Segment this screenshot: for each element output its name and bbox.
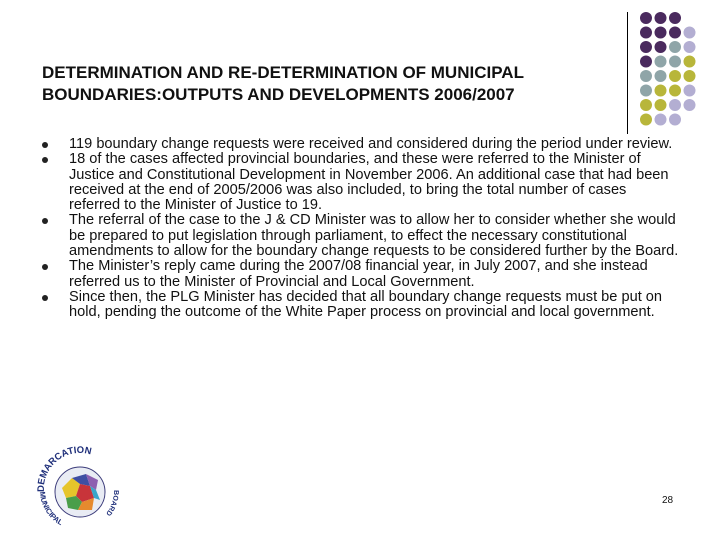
decorative-dot xyxy=(640,85,652,97)
header-divider-line xyxy=(627,12,628,134)
decorative-dot xyxy=(669,12,681,24)
bullet-item-5 xyxy=(40,290,680,321)
decorative-dot xyxy=(684,85,696,97)
bullet-text-4: The Minister’s reply came during the 2007/08 financial year, in July 2007, and she instead referred us to the Minister of Provincial and Local Government. xyxy=(69,258,648,290)
bullet-text-3: The referral of the case to the J & CD Minister was to allow her to consider whether she would be prepared to put legislation through parliament, to effect the necessary constitutional amendments to allow for the boundary change requests to be considered further by the Board. xyxy=(69,212,679,260)
decorative-dot xyxy=(684,99,696,111)
decorative-dot xyxy=(640,12,652,24)
page-number: 28 xyxy=(662,495,674,506)
decorative-dot xyxy=(640,41,652,53)
decorative-dot xyxy=(669,70,681,82)
bullet-text-1: 119 boundary change requests were received and considered during the period under review. xyxy=(69,136,673,152)
bullet-text-5: Since then, the PLG Minister has decided that all boundary change requests must be put on hold, pending the outcome of the White Paper process on provincial and local government. xyxy=(69,288,663,321)
decorative-dot xyxy=(640,70,652,82)
bullet-item-2 xyxy=(40,152,680,213)
decorative-dot xyxy=(640,56,652,68)
bullet-dot-icon xyxy=(42,157,48,163)
decorative-dot xyxy=(655,27,667,39)
decorative-dot xyxy=(684,56,696,68)
decorative-dot xyxy=(669,27,681,39)
decorative-dot xyxy=(684,27,696,39)
decorative-dot xyxy=(669,56,681,68)
logo-text-bottom: MUNICIPAL xyxy=(37,491,65,528)
decorative-dot xyxy=(655,56,667,68)
bullet-dot-icon xyxy=(42,295,48,301)
decorative-dot xyxy=(655,12,667,24)
decorative-dot xyxy=(669,41,681,53)
decorative-dot xyxy=(655,85,667,97)
slide-title xyxy=(42,62,602,106)
slide-title-line-1: DETERMINATION AND RE-DETERMINATION OF MUNICIPAL xyxy=(42,63,524,82)
decorative-dot xyxy=(684,70,696,82)
logo-text-top: DEMARCATION xyxy=(35,444,93,493)
decorative-dot xyxy=(655,70,667,82)
logo-text-right: BOARD xyxy=(104,489,120,517)
decorative-dot xyxy=(640,114,652,126)
demarcation-board-logo xyxy=(30,440,130,532)
decorative-dot xyxy=(684,41,696,53)
bullet-dot-icon xyxy=(42,142,48,148)
decorative-dot xyxy=(655,114,667,126)
bullet-item-1 xyxy=(40,137,680,152)
bullet-list xyxy=(40,137,680,321)
decorative-dot xyxy=(655,99,667,111)
bullet-item-3 xyxy=(40,213,680,259)
decorative-dot xyxy=(655,41,667,53)
bullet-text-2: 18 of the cases affected provincial boundaries, and these were referred to the Minister of Justice and Constitutional Development in November 2006. An additional case that had been received at the end of 2005/2006 was also included, to bring the total number of cases referred to the Minister of Justice to 19. xyxy=(69,151,669,214)
decorative-dot xyxy=(669,85,681,97)
bullet-item-4 xyxy=(40,259,680,290)
decorative-dot xyxy=(640,99,652,111)
decorative-dot xyxy=(669,114,681,126)
bullet-dot-icon xyxy=(42,218,48,224)
slide-title-line-2: BOUNDARIES:OUTPUTS AND DEVELOPMENTS 2006/2007 xyxy=(42,85,515,104)
decorative-dot xyxy=(669,99,681,111)
bullet-dot-icon xyxy=(42,264,48,270)
decorative-dot xyxy=(640,27,652,39)
